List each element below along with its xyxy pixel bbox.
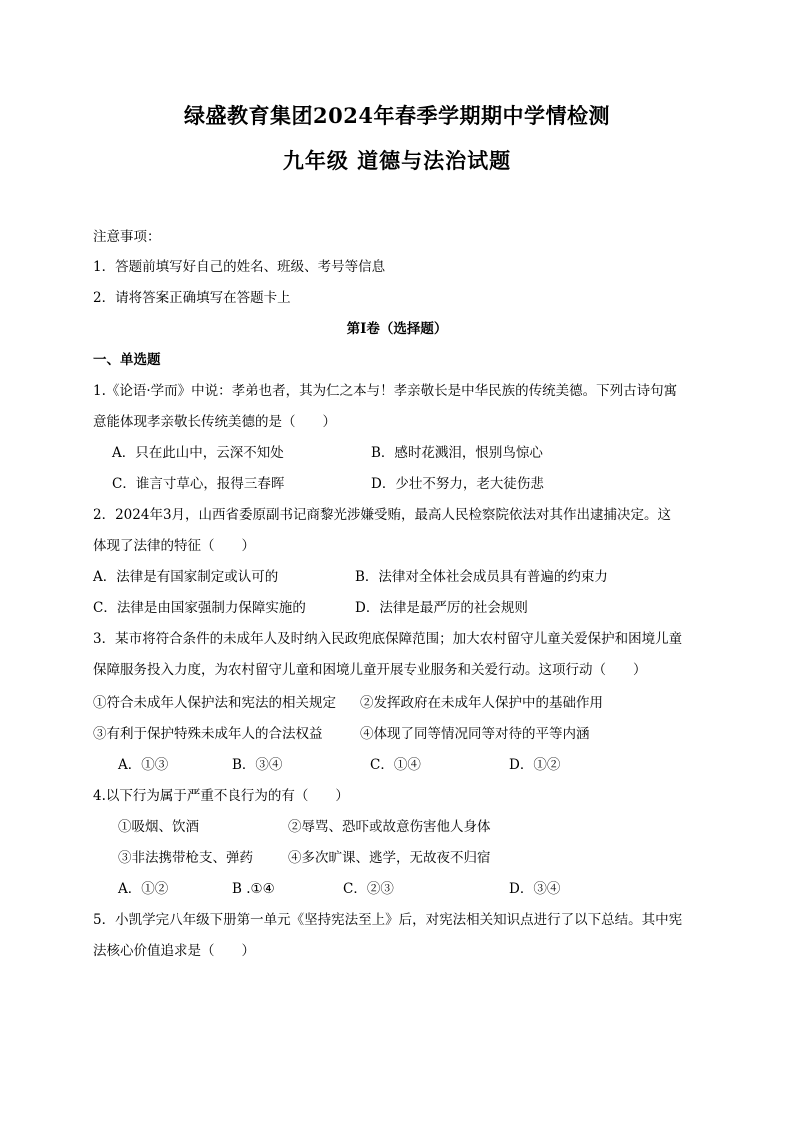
q3-statement-1: ①符合未成年人保护法和宪法的相关规定: [93, 695, 336, 711]
q2-option-d: D．法律是最严厉的社会规则: [355, 600, 528, 616]
q4-option-c: C．②③: [343, 881, 394, 897]
exam-title: 绿盛教育集团2024年春季学期期中学情检测: [184, 103, 610, 128]
volume-title: 第I卷（选择题）: [346, 321, 448, 337]
note-item-1: 1．答题前填写好自己的姓名、班级、考号等信息: [93, 259, 386, 275]
q3-stem-line-1: 3．某市将符合条件的未成年人及时纳入民政兜底保障范围；加大农村留守儿童关爱保护和困境儿童: [93, 631, 683, 647]
q3-statement-4: ④体现了同等情况同等对待的平等内涵: [360, 726, 590, 742]
note-item-2: 2．请将答案正确填写在答题卡上: [93, 290, 291, 306]
q4-statement-3: ③非法携带枪支、弹药: [118, 850, 253, 866]
q4-statement-2: ②辱骂、恐吓或故意伤害他人身体: [288, 819, 491, 835]
q3-option-b: B．③④: [232, 757, 283, 773]
q3-statement-2: ②发挥政府在未成年人保护中的基础作用: [360, 695, 603, 711]
q5-stem-line-2: 法核心价值追求是（ ）: [93, 943, 255, 959]
q2-stem-line-1: 2．2024年3月，山西省委原副书记商黎光涉嫌受贿，最高人民检察院依法对其作出逮捕决定。这: [93, 507, 672, 523]
q2-option-c: C．法律是由国家强制力保障实施的: [93, 600, 306, 616]
q4-statement-4: ④多次旷课、逃学，无故夜不归宿: [288, 850, 491, 866]
q1-option-a: A．只在此山中，云深不知处: [112, 445, 284, 461]
q3-option-c: C．①④: [370, 757, 421, 773]
q3-option-d: D．①②: [509, 757, 561, 773]
q3-statement-3: ③有利于保护特殊未成年人的合法权益: [93, 726, 323, 742]
q4-option-a: A．①②: [118, 881, 169, 897]
part-title: 一、单选题: [93, 352, 161, 368]
q1-option-d: D．少壮不努力，老大徒伤悲: [371, 476, 544, 492]
q1-stem-line-2: 意能体现孝亲敬长传统美德的是（ ）: [93, 414, 336, 430]
q2-option-a: A．法律是有国家制定或认可的: [93, 569, 279, 585]
q5-stem-line-1: 5．小凯学完八年级下册第一单元《坚持宪法至上》后，对宪法相关知识点进行了以下总结。其中宪: [93, 912, 683, 928]
q4-option-b: B .①④: [232, 881, 275, 897]
exam-subtitle: 九年级 道德与法治试题: [282, 148, 512, 173]
q4-stem-line-1: 4.以下行为属于严重不良行为的有（ ）: [93, 788, 349, 804]
q1-stem-line-1: 1.《论语·学而》中说：孝弟也者，其为仁之本与！孝亲敬长是中华民族的传统美德。下列古诗句寓: [93, 383, 678, 399]
q4-statement-1: ①吸烟、饮酒: [118, 819, 199, 835]
notes-heading: 注意事项：: [93, 229, 161, 245]
q4-option-d: D．③④: [509, 881, 561, 897]
q1-option-c: C．谁言寸草心，报得三春晖: [112, 476, 285, 492]
q3-stem-line-2: 保障服务投入力度，为农村留守儿童和困境儿童开展专业服务和关爱行动。这项行动（ ）: [93, 662, 647, 678]
q3-option-a: A．①③: [118, 757, 169, 773]
q2-option-b: B．法律对全体社会成员具有普遍的约束力: [355, 569, 608, 585]
q2-stem-line-2: 体现了法律的特征（ ）: [93, 538, 255, 554]
q1-option-b: B．感时花溅泪，恨别鸟惊心: [371, 445, 543, 461]
